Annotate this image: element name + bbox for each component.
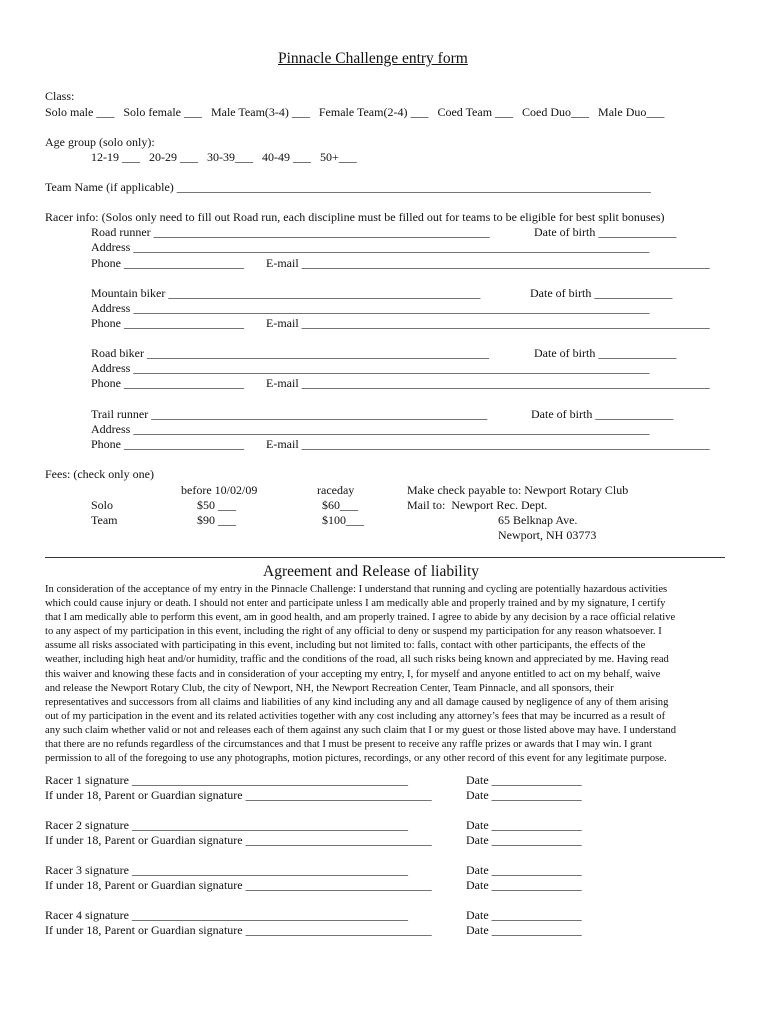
racer-2-guardian-signature-field[interactable]: If under 18, Parent or Guardian signature _______________________________ — [45, 833, 432, 847]
racer-4-signature-field[interactable]: Racer 4 signature ______________________________________________ — [45, 908, 408, 922]
racer-4-date-field[interactable]: Date _______________ — [466, 908, 582, 922]
road-biker-name-field[interactable]: Road biker _________________________________________________________ — [91, 346, 489, 360]
racer-1-signature-field[interactable]: Racer 1 signature ______________________________________________ — [45, 773, 408, 787]
age-group-options[interactable]: 12-19 ___ 20-29 ___ 30-39___ 40-49 ___ 50+___ — [91, 150, 357, 164]
agreement-line: that there are no refunds regardless of the circumstances and that I must be present to receive any raffle prizes or awards that I may win. I grant — [45, 739, 652, 751]
fees-team-label: Team — [91, 513, 118, 527]
agreement-line: permission to all of the foregoing to use any photographs, motion pictures, recordings, or any other record of this event for any legitimate purpose. — [45, 753, 667, 765]
mountain-biker-name-field[interactable]: Mountain biker ____________________________________________________ — [91, 286, 481, 300]
racer-1-date-field[interactable]: Date _______________ — [466, 773, 582, 787]
fee-solo-before-option[interactable]: $50 ___ — [197, 498, 236, 512]
agreement-line: which could cause injury or death. I should not enter and participate unless I am medically able and properly trained and by my signature, I certify — [45, 598, 666, 610]
agreement-title: Agreement and Release of liability — [263, 563, 480, 580]
fee-team-raceday-option[interactable]: $100___ — [322, 513, 364, 527]
agreement-text — [45, 583, 735, 766]
mountain-biker-address-field[interactable]: Address ______________________________________________________________________________________ — [91, 301, 650, 315]
racer-1-guardian-signature-field[interactable]: If under 18, Parent or Guardian signature _______________________________ — [45, 788, 432, 802]
section-divider — [45, 557, 725, 558]
racer-2-date-field[interactable]: Date _______________ — [466, 818, 582, 832]
mountain-biker-dob-field[interactable]: Date of birth _____________ — [530, 286, 673, 300]
racer-1-guardian-date-field[interactable]: Date _______________ — [466, 788, 582, 802]
trail-runner-address-field[interactable]: Address ______________________________________________________________________________________ — [91, 422, 650, 436]
check-payable-to: Make check payable to: Newport Rotary Club — [407, 483, 629, 497]
agreement-line: weather, including high heat and/or humidity, traffic and the conditions of the road, all such risks being known and appreciated by me. Having read — [45, 654, 669, 666]
mountain-biker-phone-field[interactable]: Phone ____________________ — [91, 316, 244, 330]
road-biker-address-field[interactable]: Address ______________________________________________________________________________________ — [91, 361, 650, 375]
mail-to-city: Newport, NH 03773 — [498, 528, 597, 542]
road-biker-dob-field[interactable]: Date of birth _____________ — [534, 346, 677, 360]
fee-solo-raceday-option[interactable]: $60___ — [322, 498, 358, 512]
mountain-biker-email-field[interactable]: E-mail ____________________________________________________________________ — [266, 316, 710, 330]
racer-3-date-field[interactable]: Date _______________ — [466, 863, 582, 877]
road-runner-phone-field[interactable]: Phone ____________________ — [91, 256, 244, 270]
fees-column-before: before 10/02/09 — [181, 483, 258, 497]
racer-2-signature-field[interactable]: Racer 2 signature ______________________________________________ — [45, 818, 408, 832]
agreement-line: representatives and successors from all claims and liabilities of any kind including any and all damage caused by negligence of any of them arising — [45, 696, 669, 708]
agreement-line: to any aspect of my participation in this event, including the right of any official to deny or suspend my participation for any reason whatsoever. I — [45, 626, 662, 638]
road-biker-phone-field[interactable]: Phone ____________________ — [91, 376, 244, 390]
agreement-line: that I am medically able to perform this event, am in good health, and am properly trained. I agree to abide by any decision by a race official relative — [45, 612, 676, 624]
road-runner-email-field[interactable]: E-mail ____________________________________________________________________ — [266, 256, 710, 270]
racer-4-guardian-date-field[interactable]: Date _______________ — [466, 923, 582, 937]
class-options[interactable]: Solo male ___ Solo female ___ Male Team(3-4) ___ Female Team(2-4) ___ Coed Team ___ Coed Duo___ Male Duo___ — [45, 105, 665, 119]
agreement-line: assume all risks associated with participating in this event, including but not limited to: falls, contact with other participants, the effects of the — [45, 640, 646, 652]
trail-runner-email-field[interactable]: E-mail ____________________________________________________________________ — [266, 437, 710, 451]
fees-column-raceday: raceday — [317, 483, 355, 497]
agreement-line: out of my participation in the event and its related activities together with any cost including any attorney’s fees that may be incurred as a result of — [45, 710, 666, 722]
racer-4-guardian-signature-field[interactable]: If under 18, Parent or Guardian signature _______________________________ — [45, 923, 432, 937]
form-title: Pinnacle Challenge entry form — [278, 50, 468, 67]
road-runner-name-field[interactable]: Road runner ________________________________________________________ — [91, 225, 490, 239]
age-group-label: Age group (solo only): — [45, 135, 155, 149]
mail-to-address: Mail to: Newport Rec. Dept. — [407, 498, 548, 512]
racer-2-guardian-date-field[interactable]: Date _______________ — [466, 833, 582, 847]
agreement-line: this waiver and knowing these facts and in consideration of your accepting my entry, I, for myself and anyone entitled to act on my behalf, waive — [45, 668, 661, 680]
trail-runner-dob-field[interactable]: Date of birth _____________ — [531, 407, 674, 421]
agreement-line: any such claim whether valid or not and releases each of them against any such claim that I or my guest or those listed above may have. I understand — [45, 724, 677, 736]
racer-3-guardian-date-field[interactable]: Date _______________ — [466, 878, 582, 892]
road-runner-dob-field[interactable]: Date of birth _____________ — [534, 225, 677, 239]
fee-team-before-option[interactable]: $90 ___ — [197, 513, 236, 527]
mail-to-street: 65 Belknap Ave. — [498, 513, 578, 527]
racer-3-guardian-signature-field[interactable]: If under 18, Parent or Guardian signature _______________________________ — [45, 878, 432, 892]
team-name-field[interactable]: Team Name (if applicable) _______________________________________________________________________________ — [45, 180, 651, 194]
agreement-line: In consideration of the acceptance of my entry in the Pinnacle Challenge: I understand that running and cycling are potentially hazardous activities — [45, 584, 668, 595]
agreement-line: and release the Newport Rotary Club, the city of Newport, NH, the Newport Recreation Center, Team Pinnacle, and all sponsors, their — [45, 682, 614, 694]
class-label: Class: — [45, 89, 75, 103]
trail-runner-phone-field[interactable]: Phone ____________________ — [91, 437, 244, 451]
trail-runner-name-field[interactable]: Trail runner ________________________________________________________ — [91, 407, 488, 421]
road-biker-email-field[interactable]: E-mail ____________________________________________________________________ — [266, 376, 710, 390]
racer-info-instructions: Racer info: (Solos only need to fill out Road run, each discipline must be filled out for teams to be eligible for best split bonuses) — [45, 210, 665, 224]
fees-solo-label: Solo — [91, 498, 114, 512]
road-runner-address-field[interactable]: Address ______________________________________________________________________________________ — [91, 240, 650, 254]
racer-3-signature-field[interactable]: Racer 3 signature ______________________________________________ — [45, 863, 408, 877]
fees-label: Fees: (check only one) — [45, 467, 154, 481]
